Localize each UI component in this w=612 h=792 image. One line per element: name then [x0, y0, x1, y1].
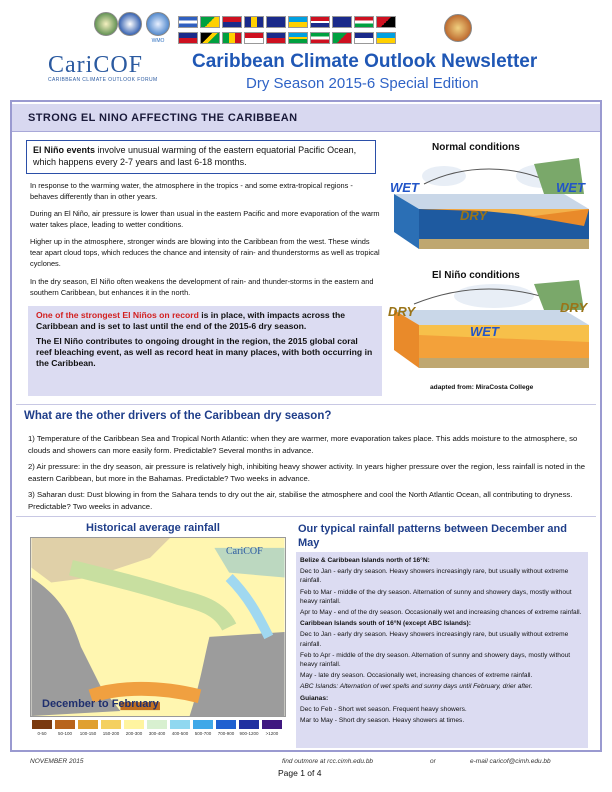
flag-icon [244, 16, 264, 28]
legend-swatch [55, 720, 75, 729]
footer-email[interactable]: e-mail caricof@cimh.edu.bb [470, 758, 551, 765]
nino-label-center: WET [470, 324, 499, 339]
legend-label: 150-200 [102, 731, 120, 736]
caricof-emblem-icon [94, 12, 118, 36]
patterns-title: Our typical rainfall patterns between December and May [298, 523, 567, 549]
pattern-item: Dec to Jan - early dry season. Heavy showers increasingly rare, but usually without extreme rainfall. [300, 631, 569, 648]
abc-islands-note: ABC Islands: Alternation of wet spells and sunny days until February, drier after. [300, 683, 533, 691]
legend-label: >1200 [265, 731, 279, 736]
flag-icon [332, 16, 352, 28]
noaa-logo-icon [118, 12, 142, 36]
section-heading [12, 104, 600, 132]
legend-label: 300-400 [148, 731, 166, 736]
flag-icon [376, 32, 396, 44]
flag-icon [178, 16, 198, 28]
legend-label: 900-1200 [239, 731, 259, 736]
flag-icon [266, 16, 286, 28]
pattern-group-title: Belize & Caribbean Islands north of 16°N: [300, 557, 430, 564]
footer-date: NOVEMBER 2015 [30, 758, 84, 765]
highlight-box [28, 306, 382, 396]
legend-label: 500-700 [194, 731, 212, 736]
flag-icon [178, 32, 198, 44]
newsletter-title: Caribbean Climate Outlook Newsletter [192, 51, 538, 72]
legend-swatch [78, 720, 98, 729]
footer-website[interactable]: find outmore at rcc.cimh.edu.bb [282, 758, 374, 765]
map-watermark: CariCOF [226, 546, 263, 557]
legend-label: 50-100 [57, 731, 72, 736]
flag-icon [354, 16, 374, 28]
intro-text: involve unusual warming of the eastern equatorial Pacific Ocean, which happens every 2-7 years and last 6-18 months. [33, 145, 357, 167]
normal-label-center: DRY [460, 208, 488, 223]
caricof-logo [48, 52, 168, 82]
newsletter-subtitle: Dry Season 2015-6 Special Edition [246, 75, 479, 92]
nino-label-right: DRY [560, 300, 588, 315]
flag-icon [222, 16, 242, 28]
flag-icon [222, 32, 242, 44]
highlight-red-text: One of the strongest El Niños on record [36, 310, 199, 320]
pattern-item: Dec to Jan - early dry season. Heavy showers increasingly rare, but usually without extreme rainfall. [300, 568, 569, 585]
pattern-group-title: Caribbean Islands south of 16°N (except ABC Islands): [300, 620, 471, 628]
caricof-wordmark: CariCOF [48, 52, 144, 78]
patterns-box [296, 552, 588, 748]
highlight-text: is in place, with impacts across the Caribbean and is set to last until the end of the 2015-6 dry season. [36, 310, 345, 331]
pattern-item: Feb to Apr - middle of the dry season. Alternation of sunny and showery days, mostly without heavy rainfall. [300, 651, 571, 669]
wmo-logo-icon [146, 12, 170, 36]
legend-label: 100-150 [79, 731, 97, 736]
newsletter-header [0, 0, 612, 100]
nino-label-left: DRY [388, 304, 416, 319]
map-legend [30, 718, 286, 744]
paragraph: In the dry season, El Niño often weakens the development of rain- and thunder-storms in the eastern and southern Caribbean, but enhances it in the north. [30, 277, 374, 297]
divider [16, 516, 596, 517]
map-caption: December to February [42, 698, 159, 710]
divider [16, 404, 596, 405]
normal-conditions-diagram [384, 154, 594, 264]
pattern-item: Dec to Feb - Short wet season. Frequent heavy showers. [300, 705, 467, 713]
normal-conditions-title: Normal conditions [432, 142, 520, 153]
legend-label: 700-900 [217, 731, 235, 736]
map-title: Historical average rainfall [86, 522, 220, 534]
legend-label: 400-500 [171, 731, 189, 736]
legend-swatch [193, 720, 213, 729]
highlight-paragraph-2: The El Niño contributes to ongoing drought in the region, the 2015 global coral reef bleaching event, as well as record heat in many places, with both occurring in the Caribbean. [36, 336, 373, 368]
legend-label: 0-50 [37, 731, 47, 736]
normal-label-right: WET [556, 180, 585, 195]
flag-icon [288, 32, 308, 44]
driver-item: 3) Saharan dust: Dust blowing in from the Sahara tends to dry out the air, stabilise the atmosphere and cool the North Atlantic Ocean, all contributing to dryness. Predictable? Two weeks in advance. [28, 490, 573, 511]
legend-swatch [262, 720, 282, 729]
rainfall-map [30, 537, 286, 717]
drivers-title: What are the other drivers of the Caribbean dry season? [24, 410, 332, 422]
caricof-tagline: CARIBBEAN CLIMATE OUTLOOK FORUM [48, 77, 158, 83]
legend-swatch [101, 720, 121, 729]
el-nino-conditions-title: El Niño conditions [432, 270, 520, 281]
normal-label-left: WET [390, 180, 419, 195]
flag-icon [310, 32, 330, 44]
legend-swatch [32, 720, 52, 729]
paragraph: In response to the warming water, the atmosphere in the tropics - and some extra-tropical regions - behaves differently than in other years. [30, 181, 353, 201]
flag-icon [200, 32, 220, 44]
pattern-item: Feb to Mar - middle of the dry season. Alternation of sunny and showery days, mostly without heavy rainfall. [300, 588, 572, 605]
flag-icon [376, 16, 396, 28]
legend-swatch [124, 720, 144, 729]
flag-icon [244, 32, 264, 44]
page-number: Page 1 of 4 [278, 768, 322, 778]
paragraph: During an El Niño, air pressure is lower than usual in the eastern Pacific and more evaporation of the warm water takes place, leading to wetter conditions. [30, 209, 380, 229]
el-nino-intro-box [26, 140, 376, 174]
flag-icon [310, 16, 330, 28]
legend-swatch [147, 720, 167, 729]
legend-swatch [170, 720, 190, 729]
legend-label: 200-300 [125, 731, 143, 736]
partner-seal-icon [444, 14, 472, 42]
legend-swatch [216, 720, 236, 729]
pattern-item: Mar to May - Short dry season. Heavy showers at times. [300, 717, 465, 725]
driver-item: 2) Air pressure: in the dry season, air pressure is relatively high, inhibiting heavy shower activity. In years higher pressure over the region, less rainfall is noted in the eastern Caribbean, but more in the Bahamas. Predictable? Two weeks in advance. [28, 462, 586, 483]
pattern-item: Apr to May - end of the dry season. Occasionally wet and increasing chances of extreme rainfall. [300, 609, 582, 617]
wmo-label: WMO [151, 38, 165, 44]
paragraph: Higher up in the atmosphere, stronger winds are blowing into the Caribbean from the west. These winds tear apart cloud tops, which reduces the chance and intensity of rain- and thunderstorms as well as tropical cyclones. [30, 237, 380, 268]
footer-or: or [430, 758, 436, 765]
highlight-paragraph [36, 310, 374, 332]
diagram-source-caption: adapted from: MiraCosta College [430, 384, 534, 391]
flag-icon [266, 32, 286, 44]
pattern-group-title: Guianas: [300, 694, 329, 702]
driver-item: 1) Temperature of the Caribbean Sea and Tropical North Atlantic: when they are warmer, more evaporation takes place. This adds moisture to the atmosphere, so clouds and showers can more easily form. Predictable? Several months in advance. [28, 434, 578, 455]
member-flags-strip [178, 16, 438, 46]
section-heading-text: STRONG EL NINO AFFECTING THE CARIBBEAN [28, 112, 298, 124]
flag-icon [200, 16, 220, 28]
pattern-item: May - late dry season. Occasionally wet, increasing chances of extreme rainfall. [300, 672, 533, 680]
flag-icon [332, 32, 352, 44]
legend-swatch [239, 720, 259, 729]
intro-bold-term: El Niño events [33, 145, 96, 155]
flag-icon [288, 16, 308, 28]
flag-icon [354, 32, 374, 44]
